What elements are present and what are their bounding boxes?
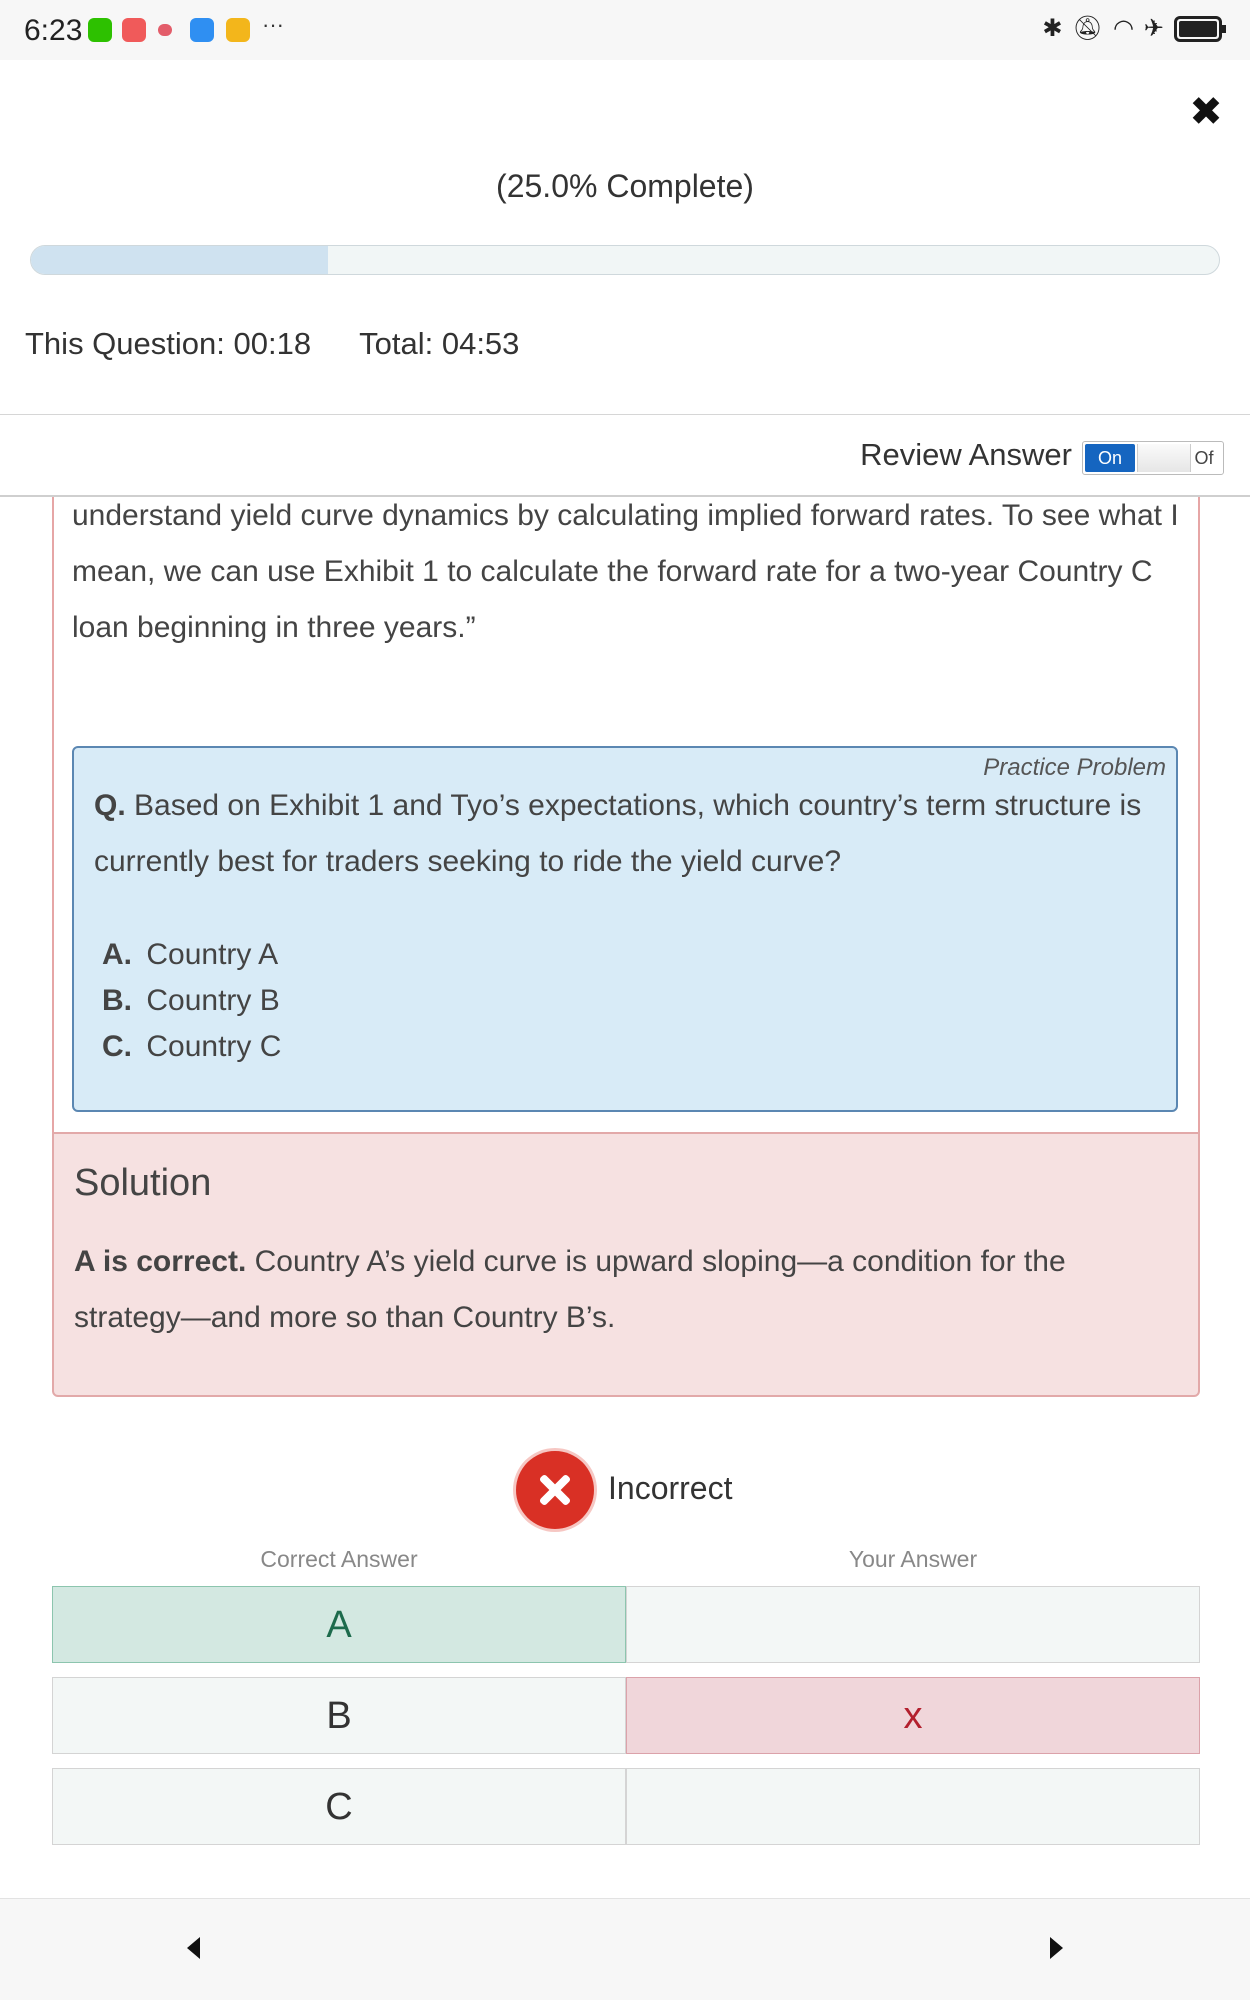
option-a[interactable] bbox=[102, 932, 281, 978]
answer-options bbox=[102, 932, 281, 1070]
answer-letter-cell: C bbox=[52, 1768, 626, 1845]
previous-arrow-icon[interactable] bbox=[187, 1937, 200, 1959]
wechat-icon bbox=[88, 18, 112, 42]
app-yellow-icon bbox=[226, 18, 250, 42]
airplane-icon: ✈ bbox=[1143, 15, 1164, 42]
option-letter: B. bbox=[102, 984, 132, 1017]
incorrect-icon bbox=[516, 1451, 594, 1529]
battery-icon bbox=[1174, 16, 1222, 42]
bluetooth-icon: ✱ bbox=[1042, 15, 1063, 42]
your-answer-header: Your Answer bbox=[848, 1546, 978, 1572]
total-timer: Total: 04:53 bbox=[359, 326, 520, 361]
review-answer-bar bbox=[0, 415, 1250, 497]
bottom-navigation bbox=[0, 1898, 1250, 2000]
status-time: 6:23 bbox=[24, 14, 83, 47]
review-answer-toggle[interactable] bbox=[1082, 441, 1224, 475]
system-icons bbox=[1042, 14, 1222, 43]
app-red-icon bbox=[122, 18, 146, 42]
practice-problem-tag: Practice Problem bbox=[983, 754, 1166, 781]
toggle-off-label: Of bbox=[1194, 448, 1214, 468]
result-status: Incorrect bbox=[608, 1470, 733, 1506]
question-body: Based on Exhibit 1 and Tyo’s expectations, which country’s term structure is currently best for traders seeking to ride the yield curve? bbox=[94, 789, 1142, 878]
option-b[interactable] bbox=[102, 978, 281, 1024]
your-answer-cell-wrong: x bbox=[626, 1677, 1200, 1754]
next-arrow-icon[interactable] bbox=[1050, 1937, 1063, 1959]
mute-icon: 🔕︎ bbox=[1072, 15, 1103, 42]
close-icon[interactable]: ✖ bbox=[1189, 90, 1223, 134]
option-letter: A. bbox=[102, 938, 132, 971]
option-letter: C. bbox=[102, 1030, 132, 1063]
option-label: Country A bbox=[146, 938, 279, 971]
your-answer-cell bbox=[626, 1586, 1200, 1663]
timers bbox=[25, 326, 559, 362]
solution-title: Solution bbox=[74, 1162, 212, 1204]
option-label: Country B bbox=[146, 984, 280, 1017]
correct-answer-cell: A bbox=[52, 1586, 626, 1663]
solution-text bbox=[74, 1234, 1174, 1346]
solution-body: Country A’s yield curve is upward sloping—a condition for the strategy—and more so than Country B’s. bbox=[74, 1245, 1066, 1334]
correct-answer-header: Correct Answer bbox=[260, 1546, 418, 1572]
practice-problem bbox=[72, 746, 1178, 1112]
answer-letter-cell: B bbox=[52, 1677, 626, 1754]
app-small-icon bbox=[158, 24, 172, 36]
cloud-icon bbox=[190, 18, 214, 42]
solution-panel bbox=[52, 1132, 1200, 1397]
status-bar bbox=[0, 0, 1250, 60]
toggle-knob bbox=[1137, 444, 1191, 472]
wifi-icon: ◠ bbox=[1112, 15, 1134, 42]
solution-lead: A is correct. bbox=[74, 1245, 247, 1278]
question-prefix: Q. bbox=[94, 789, 126, 822]
case-passage: understand yield curve dynamics by calculating implied forward rates. To see what I mean, we can use Exhibit 1 to calculate the forward rate for a two-year Country C loan beginning in three years.” bbox=[72, 499, 1179, 644]
question-timer: This Question: 00:18 bbox=[25, 326, 312, 361]
progress-bar-fill bbox=[31, 246, 328, 274]
question-text bbox=[94, 778, 1154, 890]
option-c[interactable] bbox=[102, 1024, 281, 1070]
review-answer-label: Review Answer bbox=[860, 437, 1072, 472]
option-label: Country C bbox=[146, 1030, 282, 1063]
progress-text: (25.0% Complete) bbox=[496, 168, 754, 204]
more-notifications-icon: ··· bbox=[262, 12, 284, 37]
your-answer-cell bbox=[626, 1768, 1200, 1845]
progress-bar bbox=[30, 245, 1220, 275]
toggle-on-label: On bbox=[1085, 444, 1135, 472]
